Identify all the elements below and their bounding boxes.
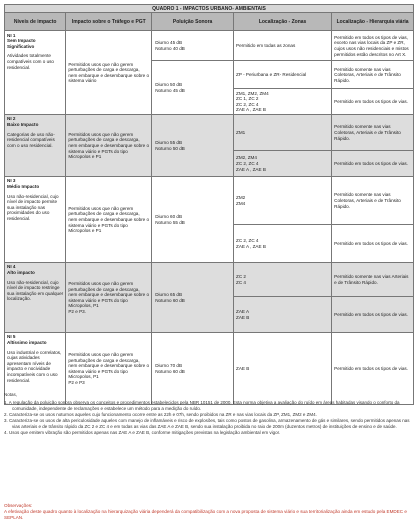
notes-section [4,392,412,436]
traffic-impact-cell: Permitidos usos que não gerem perturbações de carga e descarga, nem embarque e desembarque sobre o sistema viário e PGTs do tipo Micropolos e P1 [66,177,152,263]
header-location-zones: Localização - Zonas [234,13,332,31]
road-hierarchy-cell: Permitido em todos os tipos de vias. [332,89,414,115]
zone-cell: ZP - Periurbana e ZR- Residencial [234,61,332,89]
zone-cell: ZM1, ZM2, ZM4 ZC 1, ZC 2 ZC 2, ZC 4 ZAE A , ZAE B [234,89,332,115]
header-impact-levels: Níveis de impacto [5,13,66,31]
table-row [5,115,414,151]
impact-level-subtitle: Alto impacto [7,270,35,275]
impact-level-cell [5,263,66,333]
impact-level-cell [5,31,66,115]
zone-cell: ZM2 ZM4 [234,177,332,225]
impact-level-description: Uso industrial e correlatos, cujas atividades apresentam níveis de impacto e nocividade incompatíveis com o uso residencial. [7,349,62,383]
road-hierarchy-cell: Permitido em todos os tipos de vias. [332,225,414,263]
impact-level-name [7,116,63,127]
note-item-1: 1. A regulação da poluição sonora observa os conceitos e procedimentos estabelecidos pela NBR 10151 de 2000. Esta norma objetiva a avaliação do ruído em áreas habitadas visando o conforto da comunidade, independente de reclamações e estabelece um método para a medição do ruído. [4,400,400,412]
road-hierarchy-cell: Permitido somente nas vias Coletoras, Arteriais e de Trânsito Rápido. [332,61,414,89]
note-item-3: 3. Caracteriza-se os usos de alta periculosidade aqueles com manejo de inflamáveis e risco de explosões, tais como postos de gasolina, armazenamento de gás e similares, sendo permitidos apenas nas vias arteriais e de trânsito rápido da ZC 2 e ZC 4 e em todas as vias das ZAE A e ZAE B, sendo sua instalação proibida no raio de 200m (duzentos metros) de instituições de ensino e de saúde. [4,418,410,430]
impact-level-subtitle: Altíssimo impacto [7,340,47,345]
impact-level-name [7,264,63,275]
noise-limit-cell: Diurno 70 dB Noturno 60 dB [152,333,234,405]
notes-heading: Notas, [4,392,18,397]
zone-cell: ZAE A ZAE B [234,297,332,333]
impact-level-cell [5,177,66,263]
header-road-hierarchy: Localização - Hierarquia viária [332,13,414,31]
header-traffic-impact: Impacto sobre o Tráfego e PGT [66,13,152,31]
impact-level-name [7,178,63,189]
impact-level-code: NI 4 [7,264,16,270]
impact-level-code: NI 2 [7,116,16,122]
impact-level-cell [5,115,66,177]
impact-level-subtitle: Sem Impacto Significativo [7,38,36,49]
observations-section [4,503,412,522]
road-hierarchy-cell: Permitido somente nas vias Coletoras, Arteriais e de Trânsito Rápido. [332,115,414,151]
note-item-2: 2. Caracteriza-se os usos noturnos aqueles cujo funcionamento ocorre entre as 22h e 07h, sendo proibidos na ZR e nas vias locais da ZP, ZM1, ZM2 e ZM4. [4,412,317,418]
zone-cell: ZAE B [234,333,332,405]
road-hierarchy-cell: Permitido em todos os tipos de vias. [332,297,414,333]
noise-limit-cell: Diurno 50 dB Noturno 45 dB [152,61,234,115]
note-item-4: 4. Usos que emitem vibração são permitidos apenas nas ZAE A e ZAE B, conforme mitigações previstas na legislação ambiental em vigor. [4,430,281,436]
noise-limit-cell: Diurno 60 dB Noturno 55 dB [152,177,234,263]
noise-limit-cell: Diurno 55 dB Noturno 50 dB [152,115,234,177]
noise-limit-cell: Diurno 65 dB Noturno 60 dB [152,263,234,333]
observations-heading: Observações: [4,503,33,508]
road-hierarchy-cell: Permitido em todos os tipos de vias. [332,151,414,177]
traffic-impact-cell: Permitidos usos que não gerem perturbações de carga e descarga, nem embarque e desembarque sobre o sistema viário e PGTs do tipo Micropolos, P1 P2 e P3. [66,263,152,333]
zone-cell: Permitido em todas as zonas [234,31,332,61]
observations-text: A efetivação deste quadro quanto à localização na hierarquização viária dependerá da compatibilização com a nova proposta de sistema viário e sua territorialização ainda em estudo pela EMDEC e SEPLAN. [4,509,407,521]
impacts-table [4,4,414,405]
traffic-impact-cell: Permitidos usos que não gerem perturbações de carga e descarga, nem embarque e desembarque sobre o sistema viário e PGTs do tipo Micropolos e P1 [66,115,152,177]
zone-cell: ZC 2, ZC 4 ZAE A , ZAE B [234,225,332,263]
header-noise-pollution: Poluição Sonora [152,13,234,31]
zone-cell: ZM2, ZM4 ZC 2, ZC 4 ZAE A , ZAE B [234,151,332,177]
impact-level-code: NI 1 [7,32,16,38]
table-title-row [5,5,414,13]
impact-level-subtitle: Baixo Impacto [7,122,39,127]
impact-level-name [7,33,63,50]
impact-level-code: NI 3 [7,178,16,184]
road-hierarchy-cell: Permitido em todos os tipos de vias. [332,333,414,405]
road-hierarchy-cell: Permitido somente nas vias Arteriais e de Trânsito Rápido. [332,263,414,297]
table-title: QUADRO 1 - IMPACTOS URBANO- AMBIENTAIS [5,5,414,13]
impact-level-subtitle: Médio Impacto [7,184,40,189]
zone-cell: ZM1 [234,115,332,151]
table-header-row [5,13,414,31]
impact-level-code: NI 5 [7,334,16,340]
road-hierarchy-cell: Permitido em todos os tipos de vias, exceto nas vias locais da ZP e ZR, cujos usos não residenciais e mistos permitidos estão descritos no Art X. [332,31,414,61]
impact-level-description: Categorias de uso não-residencial compatíveis com o uso residencial. [7,131,55,148]
impact-level-description: Uso não-residencial, cujo nível de impacto restringe sua instalação em qualquer localização. [7,279,64,302]
table-row [5,263,414,297]
noise-limit-cell: Diurno 45 dB Noturno 40 dB [152,31,234,61]
traffic-impact-cell: Permitidos usos que não gerem perturbações de carga e descarga, nem embarque e desembarque sobre o sistema viário e PGTs do tipo Micropolos, P1 P2 e P3 [66,333,152,405]
impact-level-name [7,334,63,345]
impact-level-description: Atividades totalmente compatíveis com o uso residencial. [7,53,54,70]
impact-level-description: Uso não-residencial, cujo nível de impacto permite sua instalação nas proximidades do uso residencial. [7,193,59,221]
table-body [5,31,414,405]
road-hierarchy-cell: Permitido somente nas vias Coletoras, Arteriais e de Trânsito Rápido. [332,177,414,225]
table-row [5,177,414,225]
traffic-impact-cell: Permitidos usos que não gerem perturbações de carga e descarga, nem embarque e desembarque sobre o sistema viário [66,31,152,115]
zone-cell: ZC 2 ZC 4 [234,263,332,297]
table-row [5,31,414,61]
